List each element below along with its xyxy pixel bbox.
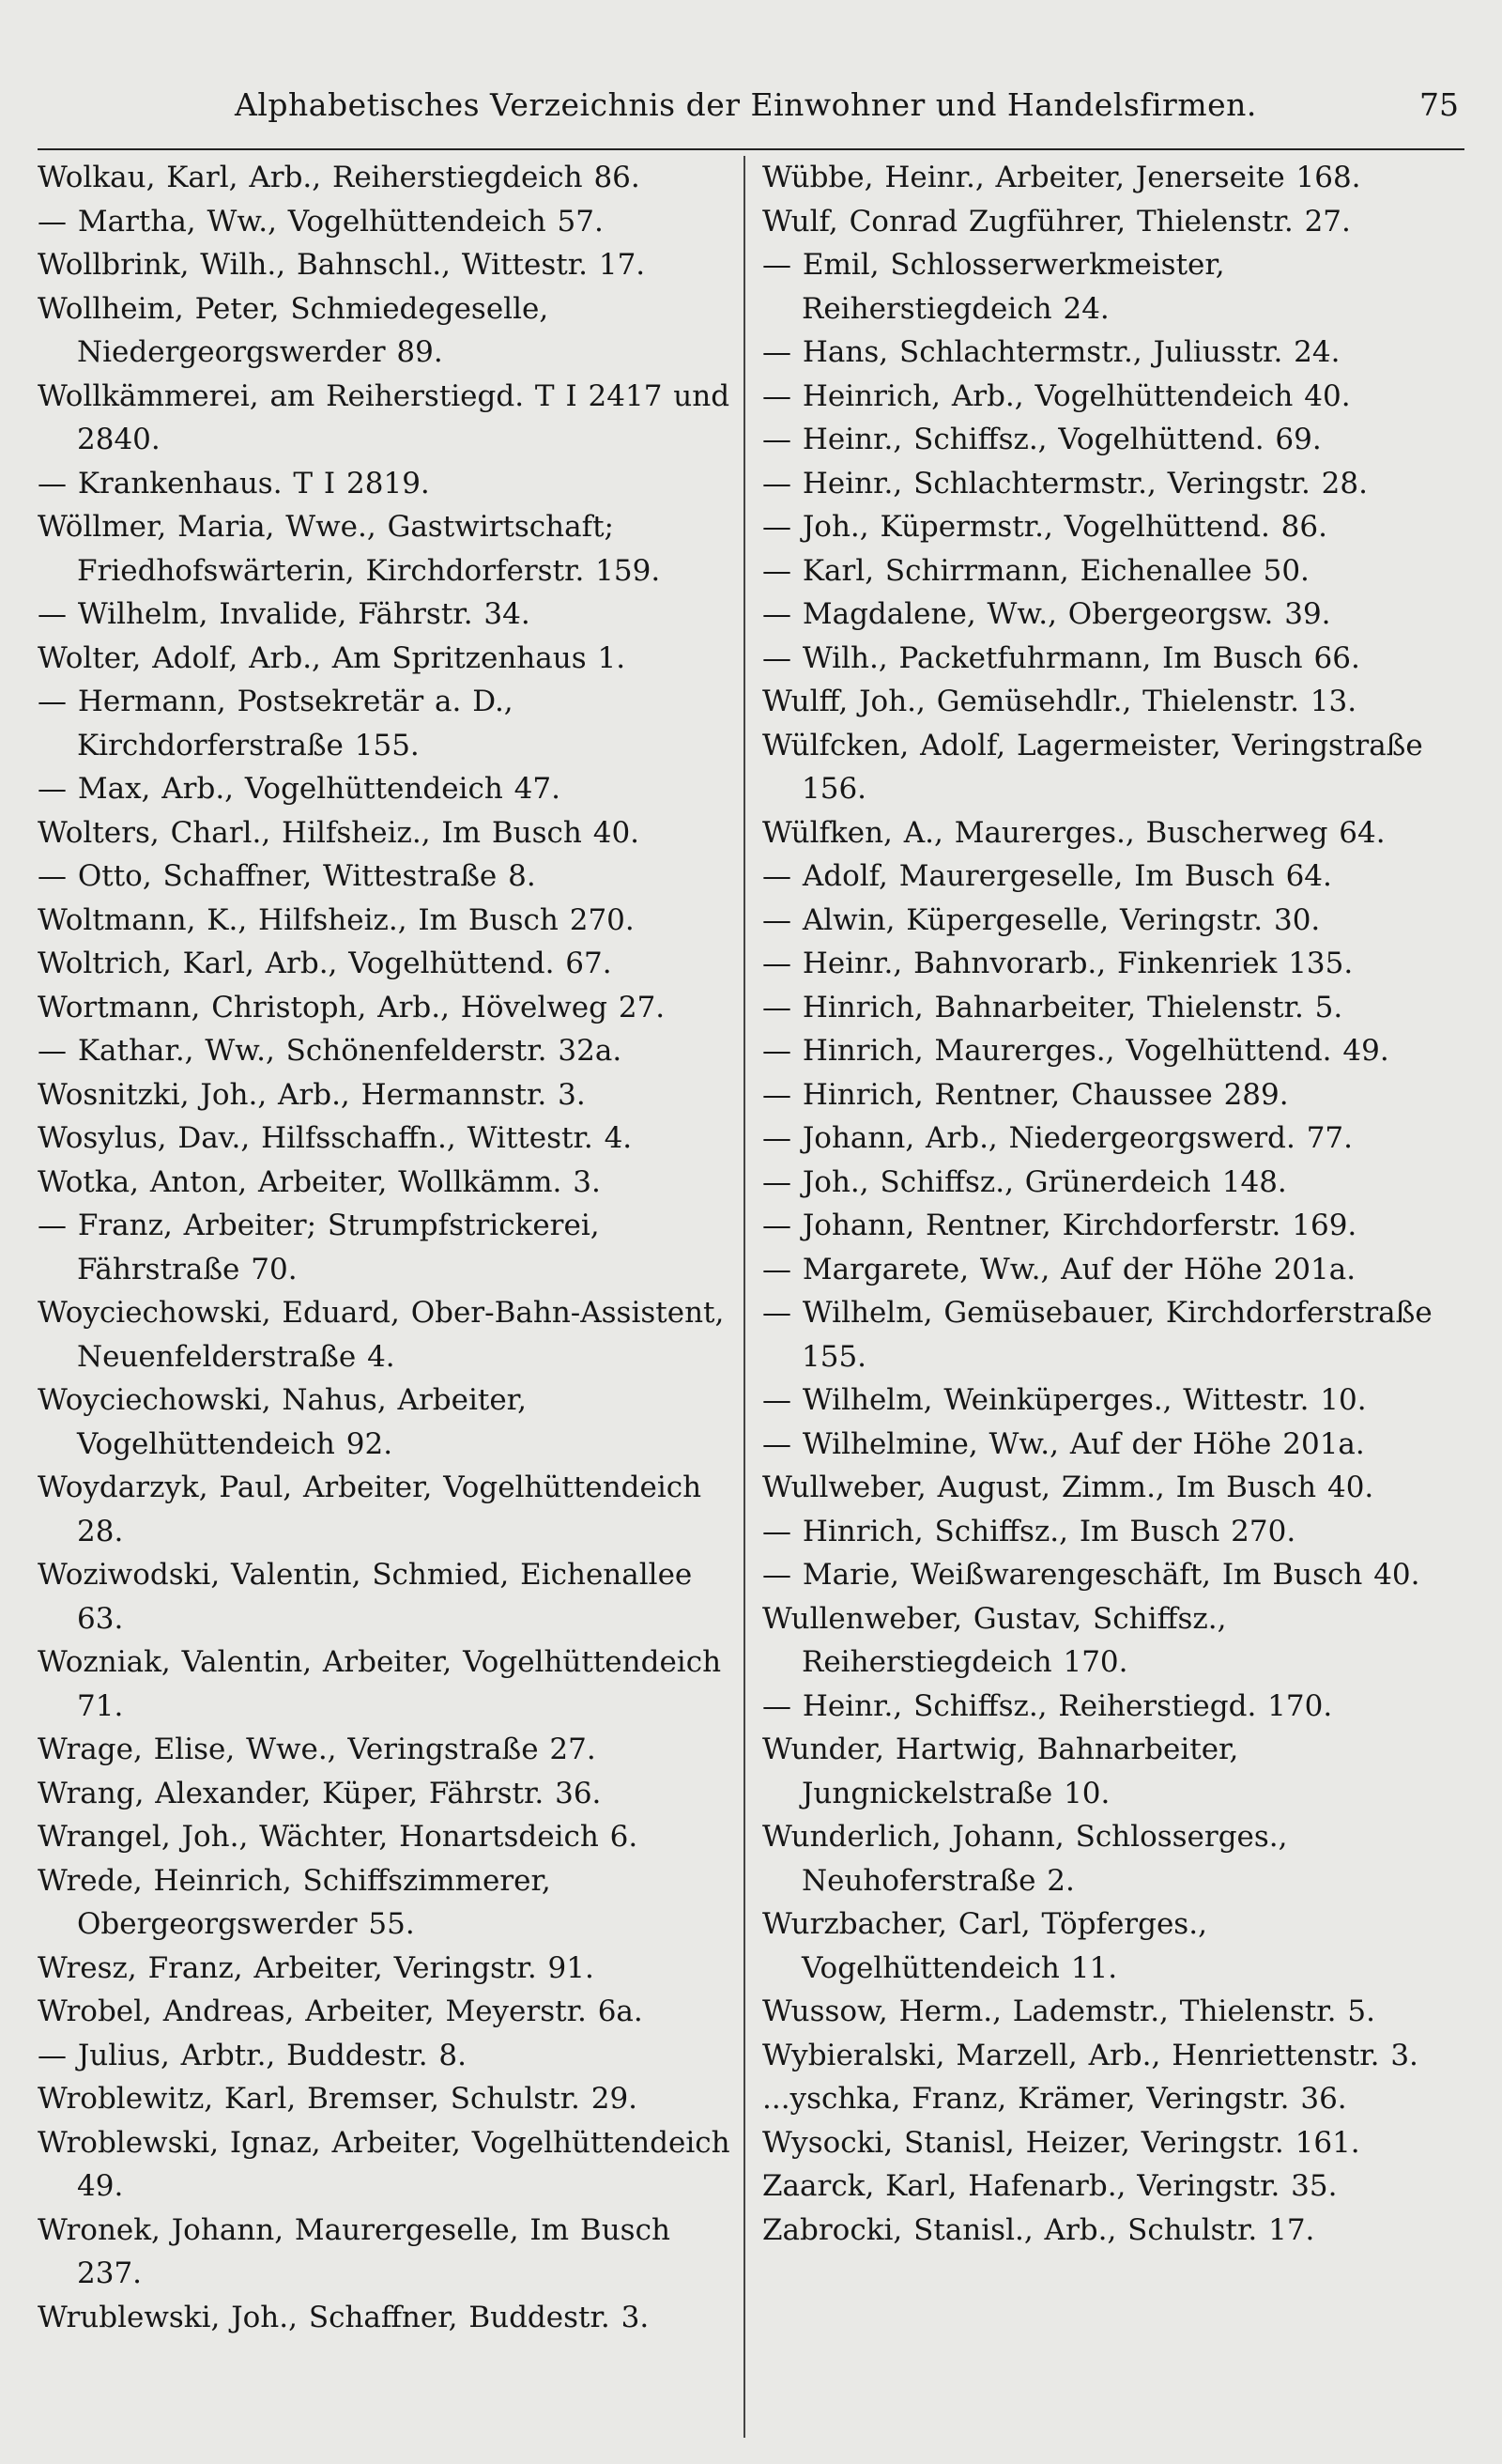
- directory-entry: Woltrich, Karl, Arb., Vogelhüttend. 67.: [38, 947, 612, 980]
- directory-entry: Woydarzyk, Paul, Arbeiter, Vogelhüttendeich 28.: [38, 1471, 702, 1548]
- directory-entry: ...yschka, Franz, Krämer, Veringstr. 36.: [762, 2082, 1347, 2116]
- directory-entry: — Adolf, Maurergeselle, Im Busch 64.: [762, 859, 1332, 893]
- directory-entry: Wunder, Hartwig, Bahnarbeiter, Jungnickelstraße 10.: [762, 1732, 1239, 1810]
- directory-entry: Zaarck, Karl, Hafenarb., Veringstr. 35.: [762, 2169, 1338, 2203]
- directory-entry: — Wilh., Packetfuhrmann, Im Busch 66.: [762, 640, 1360, 675]
- directory-entry: Wysocki, Stanisl, Heizer, Veringstr. 161.: [762, 2125, 1360, 2160]
- directory-entry: Wöllmer, Maria, Wwe., Gastwirtschaft; Friedhofswärterin, Kirchdorferstr. 159.: [38, 510, 661, 588]
- directory-entry: Wülfcken, Adolf, Lagermeister, Veringstraße 156.: [762, 728, 1423, 806]
- left-column: [38, 156, 734, 2339]
- directory-entry: Wülfken, A., Maurerges., Buscherweg 64.: [762, 815, 1386, 850]
- directory-entry: Wybieralski, Marzell, Arb., Henriettenstr. 3.: [762, 2038, 1418, 2072]
- right-column: [762, 156, 1464, 2252]
- page-title: Alphabetisches Verzeichnis der Einwohner und Handelsfirmen.: [235, 86, 1257, 123]
- directory-entry: Wübbe, Heinr., Arbeiter, Jenerseite 168.: [762, 161, 1361, 194]
- directory-entry: Wullenweber, Gustav, Schiffsz., Reiherstiegdeich 170.: [762, 1601, 1227, 1679]
- directory-entry: Wurzbacher, Carl, Töpferges., Vogelhüttendeich 11.: [762, 1907, 1207, 1985]
- directory-entry: — Alwin, Küpergeselle, Veringstr. 30.: [762, 902, 1321, 937]
- directory-entry: — Wilhelm, Gemüsebauer, Kirchdorferstraße 155.: [762, 1296, 1433, 1374]
- directory-entry: — Johann, Arb., Niedergeorgswerd. 77.: [762, 1121, 1354, 1155]
- directory-entry: — Wilhelm, Invalide, Fährstr. 34.: [38, 597, 530, 631]
- directory-entry: — Julius, Arbtr., Buddestr. 8.: [38, 2038, 467, 2072]
- directory-entry: Wosnitzki, Joh., Arb., Hermannstr. 3.: [38, 1077, 586, 1112]
- header-rule: [38, 148, 1464, 150]
- directory-entry: Zabrocki, Stanisl., Arb., Schulstr. 17.: [762, 2212, 1315, 2247]
- directory-entry: — Franz, Arbeiter; Strumpfstrickerei, Fährstraße 70.: [38, 1209, 600, 1286]
- directory-entry: — Hinrich, Maurerges., Vogelhüttend. 49.: [762, 1034, 1389, 1068]
- directory-entry: — Wilhelmine, Ww., Auf der Höhe 201a.: [762, 1426, 1365, 1461]
- directory-entry: Wollbrink, Wilh., Bahnschl., Wittestr. 17.: [38, 248, 646, 282]
- directory-entry: — Hinrich, Schiffsz., Im Busch 270.: [762, 1514, 1296, 1548]
- directory-entry: — Hinrich, Bahnarbeiter, Thielenstr. 5.: [762, 990, 1343, 1024]
- directory-entry: — Wilhelm, Weinküperges., Wittestr. 10.: [762, 1383, 1367, 1417]
- page-header: [38, 86, 1464, 143]
- directory-entry: — Hans, Schlachtermstr., Juliusstr. 24.: [762, 335, 1341, 369]
- directory-entry: Wroblewitz, Karl, Bremser, Schulstr. 29.: [38, 2082, 638, 2116]
- column-divider: [743, 156, 745, 2438]
- directory-entry: — Johann, Rentner, Kirchdorferstr. 169.: [762, 1209, 1357, 1242]
- directory-entry: Wussow, Herm., Lademstr., Thielenstr. 5.: [762, 1994, 1375, 2028]
- directory-entry: — Martha, Ww., Vogelhüttendeich 57.: [38, 204, 604, 239]
- directory-entry: — Magdalene, Ww., Obergeorgsw. 39.: [762, 597, 1331, 631]
- directory-entry: Wronek, Johann, Maurergeselle, Im Busch 237.: [38, 2212, 670, 2290]
- directory-entry: — Otto, Schaffner, Wittestraße 8.: [38, 859, 536, 893]
- directory-entry: — Krankenhaus. T I 2819.: [38, 466, 430, 500]
- directory-entry: Wrede, Heinrich, Schiffszimmerer, Obergeorgswerder 55.: [38, 1863, 551, 1941]
- directory-entry: — Heinr., Schiffsz., Vogelhüttend. 69.: [762, 423, 1322, 456]
- directory-entry: — Joh., Küpermstr., Vogelhüttend. 86.: [762, 510, 1327, 544]
- directory-entry: Wroblewski, Ignaz, Arbeiter, Vogelhüttendeich 49.: [38, 2125, 730, 2203]
- directory-entry: — Emil, Schlosserwerkmeister, Reiherstiegdeich 24.: [762, 248, 1225, 326]
- directory-entry: Wotka, Anton, Arbeiter, Wollkämm. 3.: [38, 1164, 601, 1199]
- directory-entry: Wrobel, Andreas, Arbeiter, Meyerstr. 6a.: [38, 1994, 643, 2028]
- directory-entry: — Heinrich, Arb., Vogelhüttendeich 40.: [762, 378, 1351, 413]
- directory-entry: Wrangel, Joh., Wächter, Honartsdeich 6.: [38, 1820, 638, 1854]
- directory-entry: Wollkämmerei, am Reiherstiegd. T I 2417 und 2840.: [38, 378, 730, 456]
- directory-page: [38, 38, 1464, 2441]
- directory-entry: Woltmann, K., Hilfsheiz., Im Busch 270.: [38, 902, 635, 937]
- directory-entry: Wolkau, Karl, Arb., Reiherstiegdeich 86.: [38, 161, 640, 194]
- directory-entry: — Max, Arb., Vogelhüttendeich 47.: [38, 772, 560, 806]
- directory-entry: Wolter, Adolf, Arb., Am Spritzenhaus 1.: [38, 640, 626, 675]
- directory-entry: Wozniak, Valentin, Arbeiter, Vogelhüttendeich 71.: [38, 1645, 722, 1723]
- directory-entry: — Heinr., Schiffsz., Reiherstiegd. 170.: [762, 1688, 1333, 1723]
- directory-entry: — Heinr., Schlachtermstr., Veringstr. 28.: [762, 466, 1368, 500]
- directory-entry: — Margarete, Ww., Auf der Höhe 201a.: [762, 1252, 1356, 1286]
- directory-entry: Wulff, Joh., Gemüsehdlr., Thielenstr. 13.: [762, 685, 1357, 718]
- directory-entry: Wullweber, August, Zimm., Im Busch 40.: [762, 1471, 1374, 1504]
- directory-entry: — Hermann, Postsekretär a. D., Kirchdorferstraße 155.: [38, 685, 513, 762]
- directory-entry: — Karl, Schirrmann, Eichenallee 50.: [762, 553, 1310, 588]
- directory-entry: Wulf, Conrad Zugführer, Thielenstr. 27.: [762, 204, 1351, 239]
- page-number: 75: [1419, 86, 1459, 123]
- directory-entry: — Hinrich, Rentner, Chaussee 289.: [762, 1077, 1289, 1112]
- directory-entry: Wresz, Franz, Arbeiter, Veringstr. 91.: [38, 1950, 594, 1985]
- directory-entry: Wrublewski, Joh., Schaffner, Buddestr. 3.: [38, 2300, 650, 2334]
- directory-entry: Woyciechowski, Nahus, Arbeiter, Vogelhüttendeich 92.: [38, 1383, 527, 1461]
- directory-entry: Woyciechowski, Eduard, Ober-Bahn-Assistent, Neuenfelderstraße 4.: [38, 1296, 725, 1374]
- directory-entry: — Marie, Weißwarengeschäft, Im Busch 40.: [762, 1558, 1420, 1592]
- directory-entry: — Kathar., Ww., Schönenfelderstr. 32a.: [38, 1034, 622, 1068]
- directory-entry: Wortmann, Christoph, Arb., Hövelweg 27.: [38, 990, 666, 1024]
- directory-entry: Wollheim, Peter, Schmiedegeselle, Niedergeorgswerder 89.: [38, 291, 549, 369]
- directory-entry: Woziwodski, Valentin, Schmied, Eichenallee 63.: [38, 1558, 693, 1636]
- directory-entry: — Heinr., Bahnvorarb., Finkenriek 135.: [762, 947, 1354, 980]
- directory-entry: Wunderlich, Johann, Schlosserges., Neuhoferstraße 2.: [762, 1820, 1288, 1898]
- directory-entry: — Joh., Schiffsz., Grünerdeich 148.: [762, 1164, 1287, 1199]
- directory-entry: Wrage, Elise, Wwe., Veringstraße 27.: [38, 1732, 596, 1766]
- directory-entry: Wolters, Charl., Hilfsheiz., Im Busch 40.: [38, 815, 640, 850]
- directory-entry: Wosylus, Dav., Hilfsschaffn., Wittestr. 4.: [38, 1121, 633, 1155]
- directory-entry: Wrang, Alexander, Küper, Fährstr. 36.: [38, 1776, 602, 1810]
